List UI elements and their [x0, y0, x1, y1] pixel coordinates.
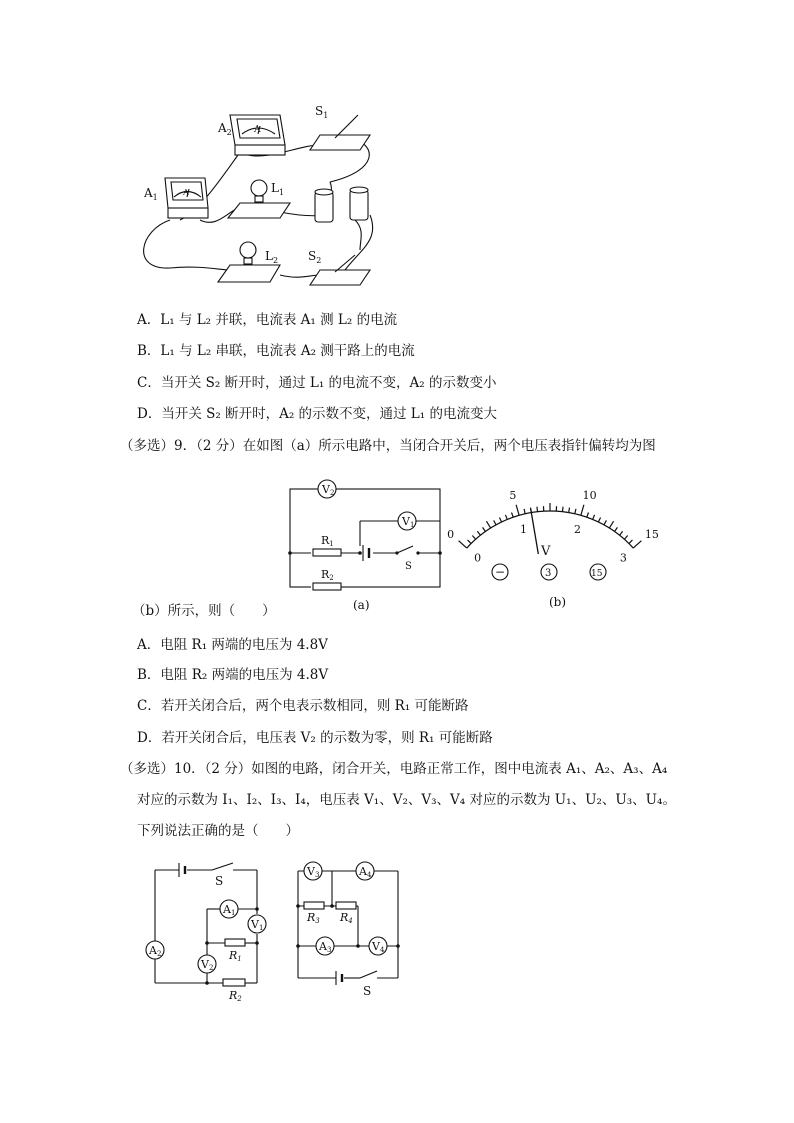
dial-tick — [494, 520, 496, 524]
label-l1: $L_1$ — [271, 181, 285, 197]
dial-bottom-label: 1 — [519, 522, 527, 536]
dial-tick — [468, 540, 472, 544]
dial-tick — [609, 521, 613, 528]
dial-tick — [516, 505, 519, 516]
label-v1-left: V1 — [251, 918, 264, 932]
terminal-3: 3 — [545, 568, 552, 579]
label-a1-left: A1 — [223, 903, 236, 917]
label-v3-right: V3 — [307, 865, 320, 879]
dial-tick — [624, 536, 627, 540]
q8-option-b: B．L₁ 与 L₂ 串联，电流表 A₂ 测干路上的电流 — [137, 343, 415, 359]
q9-figure-b — [448, 465, 658, 615]
caption-a: (a) — [353, 598, 370, 612]
label-s: S — [405, 561, 412, 572]
dial-tick — [477, 531, 480, 535]
dial-top-label: 5 — [509, 489, 517, 503]
dial-tick — [524, 509, 525, 514]
dial-tick — [620, 531, 623, 535]
caption-b: (b) — [549, 595, 567, 609]
q9-stem-line2: （b）所示，则（ ） — [132, 603, 276, 619]
label-v2-left: V2 — [201, 958, 214, 972]
dial-tick — [633, 541, 641, 548]
dial-tick — [483, 527, 486, 531]
q8-option-c: C．当开关 S₂ 断开时，通过 L₁ 的电流不变，A₂ 的示数变小 — [137, 375, 497, 391]
dial-tick — [587, 513, 589, 518]
q8-circuit-figure — [130, 100, 390, 300]
label-l2: $L_2$ — [265, 249, 279, 265]
q10-left-circuit — [135, 858, 270, 1008]
dial-tick — [486, 521, 490, 528]
label-r2-left: R2 — [229, 989, 242, 1003]
a2-dial-letter: A — [254, 125, 261, 135]
q8-option-a: A．L₁ 与 L₂ 并联，电流表 A₁ 测 L₂ 的电流 — [137, 312, 398, 328]
label-a2: $A_2$ — [218, 121, 232, 137]
dial-top-label: 10 — [582, 489, 597, 503]
dial-tick — [569, 508, 570, 513]
q10-right-circuit — [290, 858, 410, 998]
q9-option-c: C．若开关闭合后，两个电表示数相同，则 R₁ 可能断路 — [137, 698, 469, 714]
label-a2-left: A2 — [149, 944, 162, 958]
q9-option-d: D．若开关闭合后，电压表 V₂ 的示数为零，则 R₁ 可能断路 — [137, 730, 493, 746]
q9-stem-line1: （多选）9．（2 分）在如图（a）所示电路中，当闭合开关后，两个电压表指针偏转均为图 — [120, 438, 656, 454]
unit-v: V — [541, 544, 551, 559]
dial-arc — [467, 511, 633, 548]
label-v2: V2 — [322, 483, 335, 497]
dial-tick — [581, 505, 584, 516]
label-r3-right: R3 — [307, 911, 320, 925]
label-a3-right: A3 — [319, 940, 332, 954]
q10-stem-line2: 对应的示数为 I₁、I₂、I₃、I₄，电压表 V₁、V₂、V₃、V₄ 对应的示数为 U₁、U₂、U₃、U₄。 — [137, 792, 676, 808]
label-r1: R1 — [321, 534, 334, 548]
dial-tick — [615, 527, 618, 531]
q8-option-d: D．当开关 S₂ 断开时，A₂ 的示数不变，通过 L₁ 的电流变大 — [137, 406, 497, 422]
dial-top-label: 15 — [644, 528, 659, 542]
label-r4-right: R4 — [340, 911, 353, 925]
dial-bottom-label: 2 — [574, 522, 582, 536]
dial-tick — [593, 515, 595, 520]
dial-tick — [598, 517, 600, 522]
q9-option-b: B．电阻 R₂ 两端的电压为 4.8V — [137, 667, 329, 683]
dial-bottom-label: 0 — [474, 551, 482, 565]
dial-needle — [531, 509, 539, 554]
dial-tick — [512, 513, 514, 518]
dial-tick — [629, 540, 633, 544]
dial-tick — [472, 536, 475, 540]
dial-top-label: 0 — [447, 528, 455, 542]
label-r1-left: R1 — [229, 949, 242, 963]
label-a1: $A_1$ — [144, 186, 158, 202]
q9-figure-a — [285, 476, 445, 616]
terminal-15: 15 — [591, 569, 603, 579]
q10-stem-line1: （多选）10．（2 分）如图的电路，闭合开关，电路正常工作，图中电流表 A₁、A₂、A₃、A₄ — [120, 761, 668, 777]
label-s2: $S_2$ — [308, 249, 322, 265]
label-a4-right: A4 — [359, 865, 372, 879]
label-r2: R2 — [321, 568, 334, 582]
q9-option-a: A．电阻 R₁ 两端的电压为 4.8V — [137, 637, 328, 653]
label-v4-right: V4 — [372, 940, 385, 954]
dial-tick — [575, 509, 576, 514]
dial-tick — [562, 507, 563, 512]
dial-tick — [604, 520, 606, 524]
dial-tick — [505, 515, 507, 520]
label-s-left: S — [215, 874, 224, 888]
dial-tick — [499, 517, 501, 522]
label-s1: $S_1$ — [315, 104, 329, 120]
a1-dial-letter: A — [183, 188, 189, 197]
dial-bottom-label: 3 — [619, 551, 627, 565]
terminal-negative: − — [495, 565, 506, 579]
label-v1: V1 — [402, 515, 415, 529]
dial-tick — [459, 541, 467, 548]
q10-stem-line3: 下列说法正确的是（ ） — [137, 823, 299, 839]
dial-tick — [537, 507, 538, 512]
label-s-right: S — [363, 984, 372, 998]
